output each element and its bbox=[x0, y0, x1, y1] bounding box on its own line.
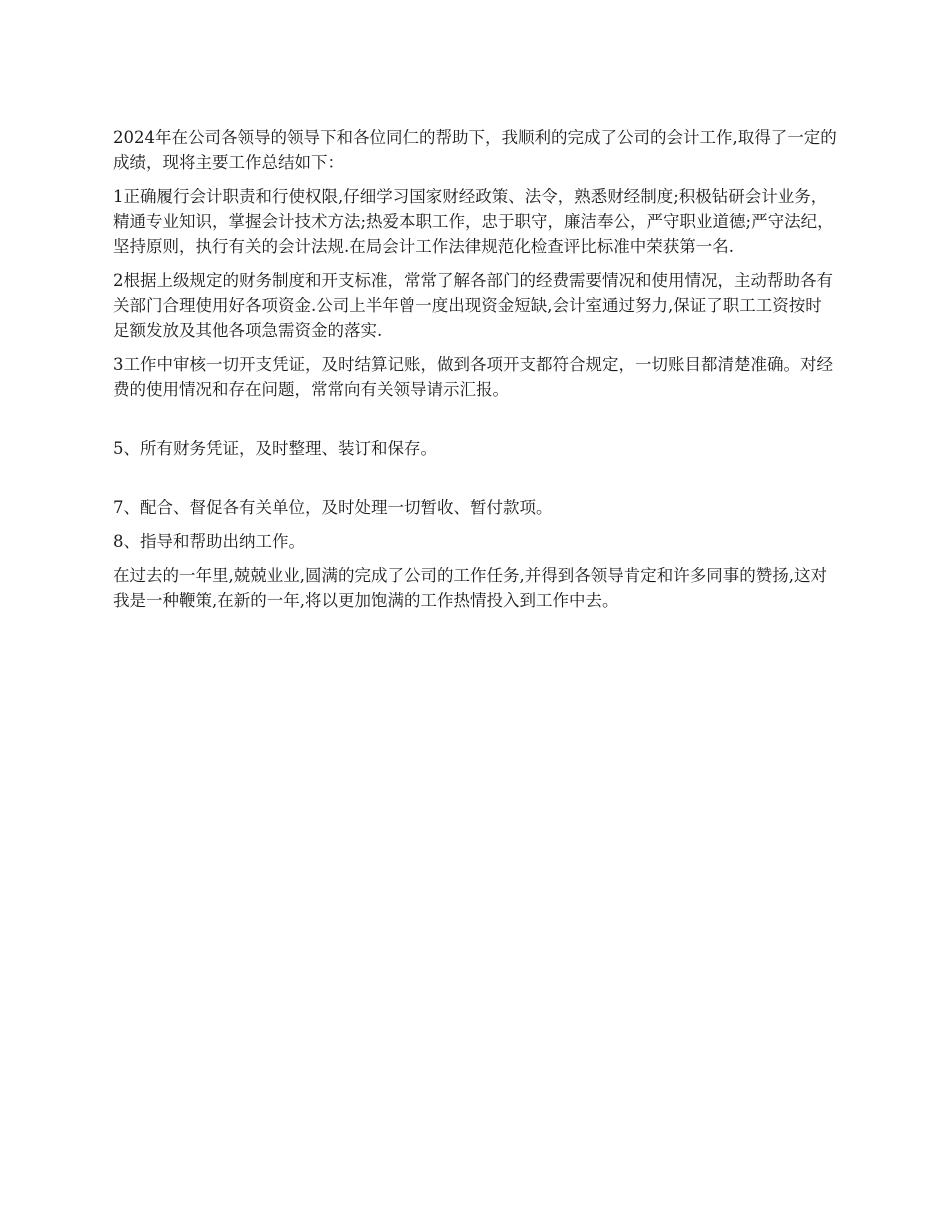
intro-paragraph: 2024年在公司各领导的领导下和各位同仁的帮助下，我顺利的完成了公司的会计工作,取得了一定的成绩，现将主要工作总结如下： bbox=[113, 128, 837, 172]
item-3-paragraph: 3工作中审核一切开支凭证，及时结算记账，做到各项开支都符合规定，一切账目都清楚准确。对经费的使用情况和存在问题，常常向有关领导请示汇报。 bbox=[113, 355, 833, 399]
item-5-paragraph: 5、所有财务凭证，及时整理、装订和保存。 bbox=[113, 439, 437, 458]
item-7-paragraph: 7、配合、督促各有关单位，及时处理一切暂收、暂付款项。 bbox=[113, 498, 553, 517]
item-8-paragraph: 8、指导和帮助出纳工作。 bbox=[113, 532, 305, 551]
document-body bbox=[113, 125, 838, 622]
item-2-paragraph: 2根据上级规定的财务制度和开支标准，常常了解各部门的经费需要情况和使用情况，主动帮助各有关部门合理使用好各项资金.公司上半年曾一度出现资金短缺,会计室通过努力,保证了职工工资按时足额发放及其他各项急需资金的落实. bbox=[113, 271, 833, 340]
blank-line bbox=[113, 411, 838, 436]
item-1-paragraph: 1正确履行会计职责和行使权限,仔细学习国家财经政策、法令，熟悉财经制度;积极钻研会计业务，精通专业知识，掌握会计技术方法;热爱本职工作，忠于职守，廉洁奉公，严守职业道德;严守法纪，坚持原则，执行有关的会计法规.在局会计工作法律规范化检查评比标准中荣获第一名. bbox=[113, 187, 834, 256]
closing-paragraph: 在过去的一年里,兢兢业业,圆满的完成了公司的工作任务,并得到各领导肯定和许多同事的赞扬,这对我是一种鞭策,在新的一年,将以更加饱满的工作热情投入到工作中去。 bbox=[113, 566, 827, 610]
blank-line bbox=[113, 470, 838, 495]
